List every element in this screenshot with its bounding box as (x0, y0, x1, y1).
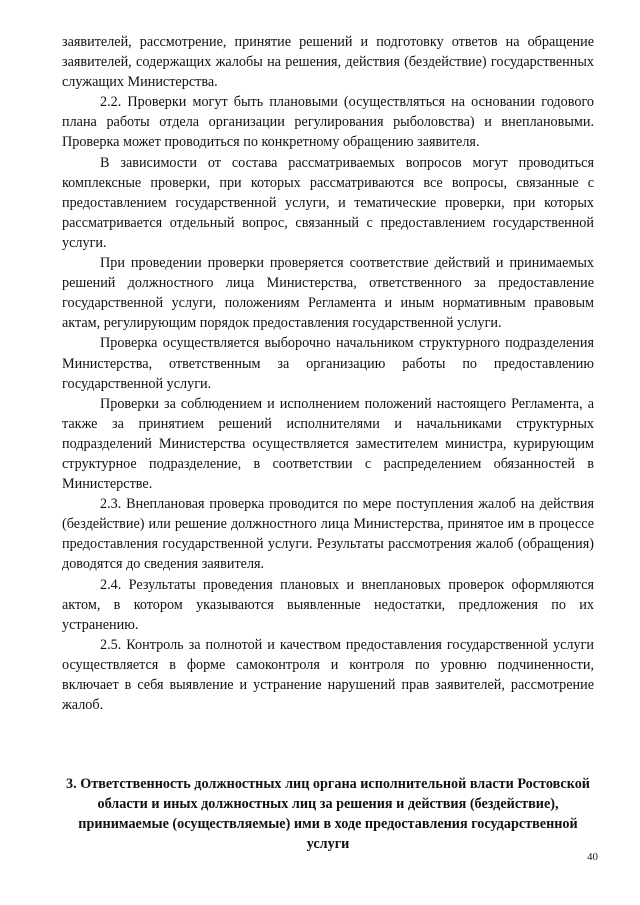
paragraph-2-4: 2.4. Результаты проведения плановых и внеплановых проверок оформляются актом, в котором указываются выявленные недостатки, предложения по их устранению. (62, 576, 594, 633)
paragraph-regulation-checks: Проверки за соблюдением и исполнением положений настоящего Регламента, а также за принятием решений исполнителями и начальниками структурных подразделений Министерства осуществляется заместителем министра, курирующим структурное подразделение, в соответствии с распределением обязанностей в Министерстве. (62, 395, 594, 493)
paragraph-2-3: 2.3. Внеплановая проверка проводится по мере поступления жалоб на действия (бездействие) или решение должностного лица Министерства, принятое им в процессе предоставления государственной услуги. Результаты рассмотрения жалоб (обращения) доводятся до сведения заявителя. (62, 496, 594, 573)
page-number: 40 (587, 851, 598, 863)
paragraph-2-2: 2.2. Проверки могут быть плановыми (осуществляться на основании годового плана работы отдела организации регулирования рыболовства) и внеплановыми. Проверка может проводиться по конкретному обращению заявителя. (62, 94, 594, 151)
paragraph-check-types: В зависимости от состава рассматриваемых вопросов могут проводиться комплексные проверки, при которых рассматриваются все вопросы, связанные с предоставлением государственной услуги, и тематические проверки, при которых рассматривается отдельный вопрос, связанный с предоставлением государственной услуги. (62, 154, 594, 251)
paragraph-selective-check: Проверка осуществляется выборочно начальником структурного подразделения Министерства, ответственным за организацию работы по предоставлению государственной услуги. (62, 335, 594, 392)
section-heading: 3. Ответственность должностных лиц органа исполнительной власти Ростовской области и иных должностных лиц за решения и действия (бездействие), принимаемые (осуществляемые) ими в ходе предоставления государственной услуги (66, 776, 590, 852)
paragraph-check-scope: При проведении проверки проверяется соответствие действий и принимаемых решений должностного лица Министерства, ответственного за предоставление государственной услуги, положениям Регламента и иным нормативным правовым актам, регулирующим порядок предоставления государственной услуги. (62, 255, 594, 332)
document-body (62, 32, 594, 715)
paragraph-continuation: заявителей, рассмотрение, принятие решений и подготовку ответов на обращение заявителей, содержащих жалобы на решения, действия (бездействие) государственных служащих Министерства. (62, 34, 594, 91)
paragraph-2-5: 2.5. Контроль за полнотой и качеством предоставления государственной услуги осуществляется в форме самоконтроля и контроля по уровню подчиненности, включает в себя выявление и устранение нарушений прав заявителей, рассмотрение жалоб. (62, 636, 594, 714)
